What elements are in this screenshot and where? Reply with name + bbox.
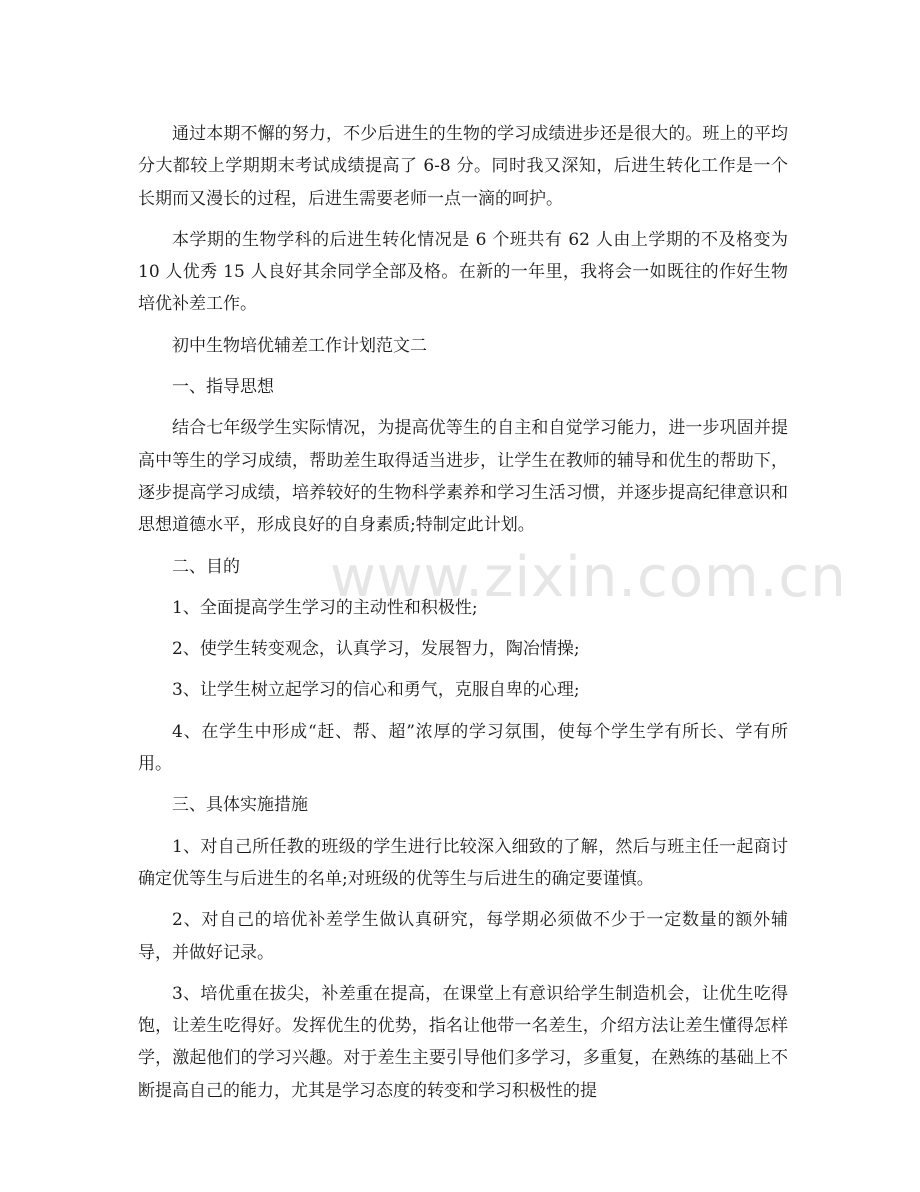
list-item: 2、对自己的培优补差学生做认真研究，每学期必须做不少于一定数量的额外辅导，并做好记录。 (138, 910, 788, 963)
paragraph: 本学期的生物学科的后进生转化情况是 6 个班共有 62 人由上学期的不及格变为 10 人优秀 15 人良好其余同学全部及格。在新的一年里，我将会一如既往的作好生物培优补差工作。 (138, 229, 788, 315)
section-title: 初中生物培优辅差工作计划范文二 (172, 335, 427, 356)
list-item: 2、使学生转变观念，认真学习，发展智力，陶冶情操; (172, 639, 580, 660)
paragraph: 结合七年级学生实际情况，为提高优等生的自主和自觉学习能力，进一步巩固并提高中等生的学习成绩，帮助差生取得适当进步，让学生在教师的辅导和优生的帮助下，逐步提高学习成绩，培养较好的生物科学素养和学习生活习惯，并逐步提高纪律意识和思想道德水平，形成良好的自身素质;特制定此计划。 (138, 418, 788, 536)
document-body (138, 118, 788, 1116)
list-item: 1、全面提高学生学习的主动性和积极性; (172, 597, 478, 618)
paragraph: 通过本期不懈的努力，不少后进生的生物的学习成绩进步还是很大的。班上的平均分大都较上学期期末考试成绩提高了 6-8 分。同时我又深知，后进生转化工作是一个长期而又漫长的过程，后进生需要老师一点一滴的呵护。 (138, 124, 788, 209)
list-item: 1、对自己所任教的班级的学生进行比较深入细致的了解，然后与班主任一起商讨确定优等生与后进生的名单;对班级的优等生与后进生的确定要谨慎。 (138, 836, 788, 889)
section-heading: 三、具体实施措施 (172, 795, 308, 816)
list-item: 3、培优重在拔尖，补差重在提高，在课堂上有意识给学生制造机会，让优生吃得饱，让差生吃得好。发挥优生的优势，指名让他带一名差生，介绍方法让差生懂得怎样学，激起他们的学习兴趣。对于差生主要引导他们多学习，多重复，在熟练的基础上不断提高自己的能力，尤其是学习态度的转变和学习积极性的提 (138, 983, 788, 1101)
watermark: www.zixin.com.cn (330, 545, 847, 610)
list-item: 3、让学生树立起学习的信心和勇气，克服自卑的心理; (172, 680, 580, 701)
section-heading: 二、目的 (172, 556, 240, 577)
section-heading: 一、指导思想 (172, 377, 274, 398)
list-item: 4、在学生中形成“赶、帮、超”浓厚的学习氛围，使每个学生学有所长、学有所用。 (138, 721, 788, 775)
